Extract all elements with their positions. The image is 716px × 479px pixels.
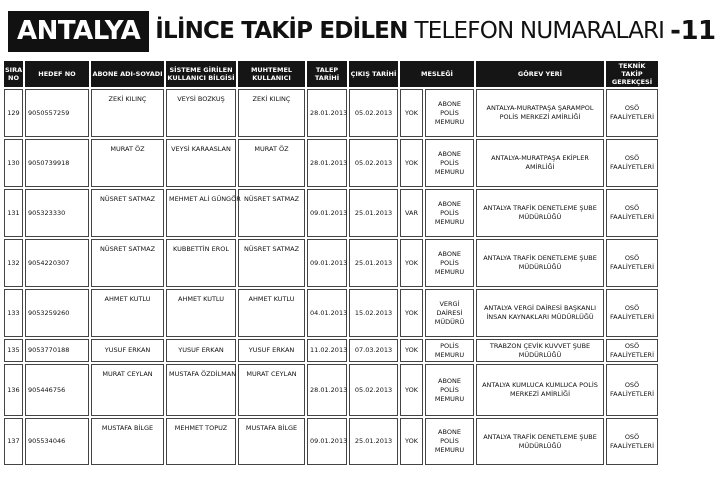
cell-abone: NÜSRET SATMAZ: [91, 189, 164, 237]
cell-muhtemel: NÜSRET SATMAZ: [238, 189, 305, 237]
cell-meslek: POLİS MEMURU: [425, 339, 474, 362]
header-abone: ABONE ADI-SOYADI: [91, 61, 164, 87]
cell-hedef: 9053770188: [25, 339, 89, 362]
cell-flag: YOK: [400, 239, 423, 287]
cell-talep: 04.01.2013: [307, 289, 347, 337]
cell-gorev: ANTALYA TRAFİK DENETLEME ŞUBE MÜDÜRLÜĞÜ: [476, 239, 604, 287]
cell-hedef: 9050739918: [25, 139, 89, 187]
cell-gorev: ANTALYA-MURATPAŞA ŞARAMPOL POLİS MERKEZİ AMİRLİĞİ: [476, 89, 604, 137]
headline-number: -11: [670, 16, 716, 46]
cell-sistem: VEYSİ BOZKUŞ: [166, 89, 236, 137]
cell-gerekce: OSÖ FAALİYETLERİ: [606, 418, 658, 465]
cell-sira: 136: [4, 364, 23, 416]
cell-sistem: MEHMET TOPUZ: [166, 418, 236, 465]
cell-flag: YOK: [400, 364, 423, 416]
cell-sistem: VEYSİ KARAASLAN: [166, 139, 236, 187]
cell-gorev: ANTALYA TRAFİK DENETLEME ŞUBE MÜDÜRLÜĞÜ: [476, 418, 604, 465]
cell-meslek: ABONE POLİS MEMURU: [425, 364, 474, 416]
cell-talep: 09.01.2013: [307, 239, 347, 287]
table-row: [4, 418, 658, 465]
cell-sira: 135: [4, 339, 23, 362]
header-gorev: GÖREV YERİ: [476, 61, 604, 87]
cell-meslek: ABONE POLİS MEMURU: [425, 89, 474, 137]
cell-talep: 11.02.2013: [307, 339, 347, 362]
cell-gorev: TRABZON ÇEVİK KUVVET ŞUBE MÜDÜRLÜĞÜ: [476, 339, 604, 362]
cell-gorev: ANTALYA-MURATPAŞA EKİPLER AMİRLİĞİ: [476, 139, 604, 187]
cell-cikis: 15.02.2013: [349, 289, 398, 337]
cell-gerekce: OSÖ FAALİYETLERİ: [606, 189, 658, 237]
cell-sira: 131: [4, 189, 23, 237]
cell-sira: 129: [4, 89, 23, 137]
headline-light-text: TELEFON NUMARALARI: [414, 18, 665, 44]
cell-cikis: 25.01.2013: [349, 418, 398, 465]
cell-talep: 28.01.2013: [307, 89, 347, 137]
cell-abone: MUSTAFA BİLGE: [91, 418, 164, 465]
header-meslek: MESLEĞİ: [400, 61, 474, 87]
cell-hedef: 9050557259: [25, 89, 89, 137]
cell-muhtemel: NÜSRET SATMAZ: [238, 239, 305, 287]
cell-hedef: 905323330: [25, 189, 89, 237]
cell-gerekce: OSÖ FAALİYETLERİ: [606, 89, 658, 137]
table-row: [4, 339, 658, 362]
cell-abone: YUSUF ERKAN: [91, 339, 164, 362]
cell-hedef: 9053259260: [25, 289, 89, 337]
header-talep: TALEP TARİHİ: [307, 61, 347, 87]
cell-gorev: ANTALYA TRAFİK DENETLEME ŞUBE MÜDÜRLÜĞÜ: [476, 189, 604, 237]
cell-hedef: 905534046: [25, 418, 89, 465]
cell-talep: 28.01.2013: [307, 139, 347, 187]
cell-sistem: KUBBETTİN EROL: [166, 239, 236, 287]
cell-gerekce: OSÖ FAALİYETLERİ: [606, 289, 658, 337]
cell-gerekce: OSÖ FAALİYETLERİ: [606, 339, 658, 362]
cell-cikis: 05.02.2013: [349, 139, 398, 187]
cell-gerekce: OSÖ FAALİYETLERİ: [606, 239, 658, 287]
headline-bold-text: İLİNCE TAKİP EDİLEN: [155, 18, 408, 44]
cell-abone: AHMET KUTLU: [91, 289, 164, 337]
cell-gerekce: OSÖ FAALİYETLERİ: [606, 364, 658, 416]
cell-talep: 28.01.2013: [307, 364, 347, 416]
table-row: [4, 189, 658, 237]
cell-gorev: ANTALYA KUMLUCA KUMLUCA POLİS MERKEZİ AMİRLİĞİ: [476, 364, 604, 416]
header-hedef-no: HEDEF NO: [25, 61, 89, 87]
cell-muhtemel: MUSTAFA BİLGE: [238, 418, 305, 465]
cell-flag: YOK: [400, 418, 423, 465]
cell-meslek: VERGİ DAİRESİ MÜDÜRÜ: [425, 289, 474, 337]
cell-meslek: ABONE POLİS MEMURU: [425, 239, 474, 287]
table-row: [4, 289, 658, 337]
cell-muhtemel: YUSUF ERKAN: [238, 339, 305, 362]
cell-flag: YOK: [400, 289, 423, 337]
cell-abone: MURAT CEYLAN: [91, 364, 164, 416]
cell-cikis: 25.01.2013: [349, 189, 398, 237]
cell-cikis: 25.01.2013: [349, 239, 398, 287]
cell-cikis: 05.02.2013: [349, 364, 398, 416]
tracked-numbers-table: [2, 59, 660, 467]
table-row: [4, 239, 658, 287]
cell-flag: VAR: [400, 189, 423, 237]
cell-muhtemel: MURAT CEYLAN: [238, 364, 305, 416]
cell-talep: 09.01.2013: [307, 418, 347, 465]
cell-talep: 09.01.2013: [307, 189, 347, 237]
cell-hedef: 905446756: [25, 364, 89, 416]
cell-cikis: 07.03.2013: [349, 339, 398, 362]
cell-sira: 137: [4, 418, 23, 465]
cell-gorev: ANTALYA VERGİ DAİRESİ BAŞKANLI İNSAN KAYNAKLARI MÜDÜRLÜĞÜ: [476, 289, 604, 337]
header-muhtemel: MUHTEMEL KULLANICI: [238, 61, 305, 87]
table-row: [4, 139, 658, 187]
cell-abone: MURAT ÖZ: [91, 139, 164, 187]
cell-meslek: ABONE POLİS MEMURU: [425, 189, 474, 237]
header-cikis: ÇIKIŞ TARİHİ: [349, 61, 398, 87]
cell-flag: YOK: [400, 339, 423, 362]
cell-muhtemel: MURAT ÖZ: [238, 139, 305, 187]
cell-meslek: ABONE POLİS MEMURU: [425, 418, 474, 465]
cell-sistem: YUSUF ERKAN: [166, 339, 236, 362]
cell-muhtemel: AHMET KUTLU: [238, 289, 305, 337]
cell-abone: NÜSRET SATMAZ: [91, 239, 164, 287]
headline-city: ANTALYA: [8, 11, 149, 52]
cell-muhtemel: ZEKİ KILINÇ: [238, 89, 305, 137]
cell-flag: YOK: [400, 139, 423, 187]
cell-gerekce: OSÖ FAALİYETLERİ: [606, 139, 658, 187]
cell-hedef: 9054220307: [25, 239, 89, 287]
cell-sistem: AHMET KUTLU: [166, 289, 236, 337]
cell-sistem: MUSTAFA ÖZDİLMAN: [166, 364, 236, 416]
cell-sira: 132: [4, 239, 23, 287]
header-gerekce: TEKNİK TAKİP GEREKÇESİ: [606, 61, 658, 87]
cell-sira: 133: [4, 289, 23, 337]
cell-sira: 130: [4, 139, 23, 187]
table-row: [4, 364, 658, 416]
header-sistem: SİSTEME GİRİLEN KULLANICI BİLGİSİ: [166, 61, 236, 87]
cell-sistem: MEHMET ALİ GÜNGÖR: [166, 189, 236, 237]
cell-flag: YOK: [400, 89, 423, 137]
cell-cikis: 05.02.2013: [349, 89, 398, 137]
table-header-row: [4, 61, 658, 87]
cell-abone: ZEKİ KILINÇ: [91, 89, 164, 137]
cell-meslek: ABONE POLİS MEMURU: [425, 139, 474, 187]
headline: [8, 8, 716, 54]
header-sira-no: SIRA NO: [4, 61, 23, 87]
table-row: [4, 89, 658, 137]
